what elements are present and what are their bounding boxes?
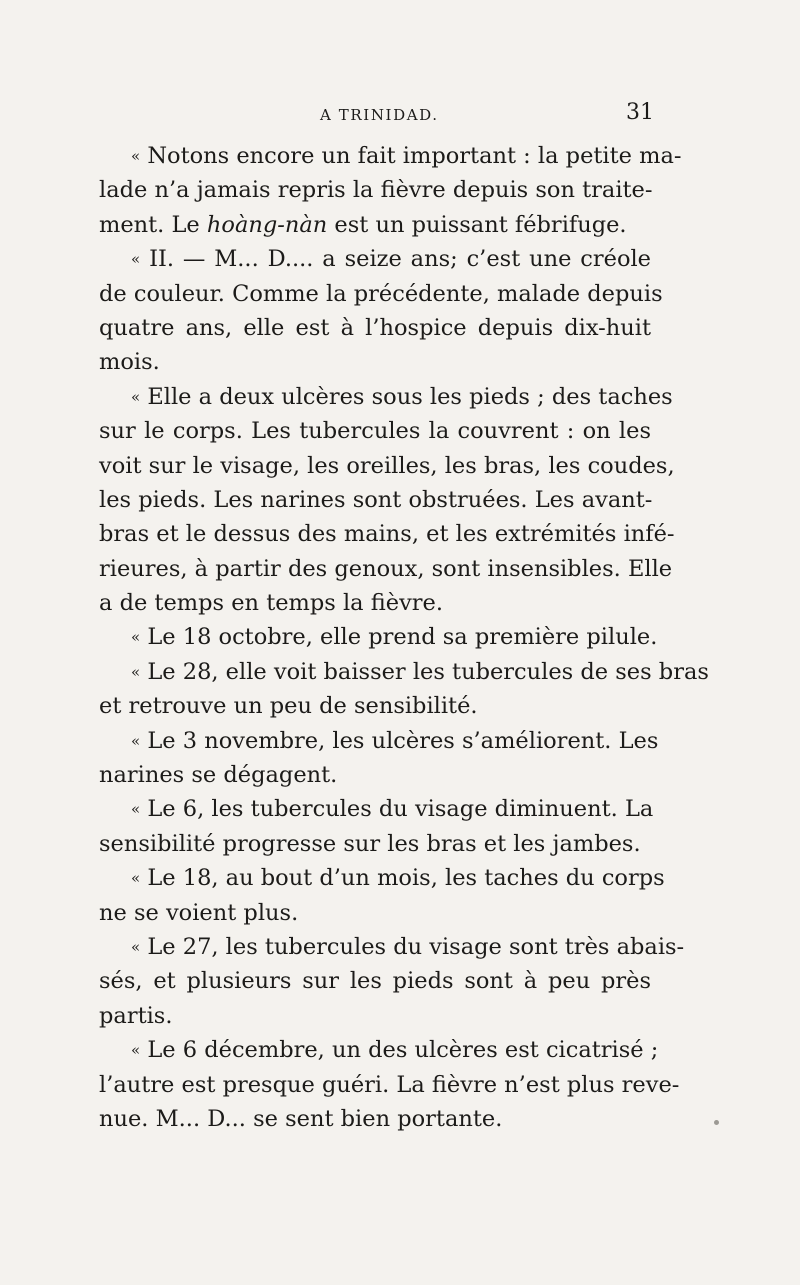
text-line [99, 242, 651, 276]
text-line [99, 380, 673, 414]
line-text: quatre ans, elle est à l’hospice depuis dix-huit [99, 314, 651, 341]
opening-quote: « [131, 147, 141, 165]
line-text: est un puissant fébrifuge. [327, 211, 627, 238]
running-title: A TRINIDAD. [320, 106, 439, 124]
text-line [99, 792, 654, 826]
line-text: sensibilité progresse sur les bras et les jambes. [99, 830, 641, 857]
text-line [99, 827, 651, 861]
text-line [99, 655, 709, 689]
text-line [99, 964, 651, 998]
line-text: Le 3 novembre, les ulcères s’améliorent. Les [147, 727, 659, 754]
line-text: sur le corps. Les tubercules la couvrent : on les [99, 418, 651, 445]
line-text: Le 27, les tubercules du visage sont très abais- [147, 933, 685, 960]
text-line [99, 999, 651, 1033]
opening-quote: « [131, 628, 141, 647]
text-line [99, 311, 651, 345]
line-text: II. — M... D.... a seize ans; c’est une créole [149, 246, 651, 273]
line-text: sés, et plusieurs sur les pieds sont à peu près [99, 968, 651, 995]
page-header [0, 100, 800, 130]
text-line [99, 208, 651, 242]
text-line [99, 483, 651, 517]
line-text: Notons encore un fait important : la petite ma- [147, 143, 682, 169]
text-line [99, 689, 651, 723]
italic-term: hoàng-nàn [206, 211, 328, 238]
page-number: 31 [626, 100, 654, 125]
line-text: nue. M... D... se sent bien portante. [99, 1105, 503, 1132]
line-text: voit sur le visage, les oreilles, les bras, les coudes, [99, 452, 675, 479]
opening-quote: « [131, 937, 141, 956]
line-text: Le 6 décembre, un des ulcères est cicatrisé ; [147, 1037, 659, 1064]
text-line [99, 277, 663, 311]
opening-quote: « [131, 387, 141, 406]
line-text: mois. [99, 349, 160, 376]
line-text: narines se dégagent. [99, 762, 338, 789]
text-line [99, 1068, 680, 1102]
text-line [99, 552, 673, 586]
opening-quote: « [131, 800, 141, 819]
line-text: Le 18, au bout d’un mois, les taches du corps [147, 865, 665, 892]
line-text: Le 18 octobre, elle prend sa première pilule. [147, 624, 658, 651]
text-line [99, 930, 685, 964]
text-line [99, 345, 651, 379]
text-line [99, 758, 651, 792]
paper-speck [714, 1120, 719, 1125]
opening-quote: « [131, 1041, 141, 1060]
text-line [99, 139, 682, 173]
text-line [99, 173, 651, 207]
text-line [99, 620, 658, 654]
text-line [99, 1033, 659, 1067]
opening-quote: « [131, 731, 141, 750]
text-line [99, 724, 659, 758]
line-text: Elle a deux ulcères sous les pieds ; des taches [147, 383, 673, 410]
line-text: bras et le dessus des mains, et les extrémités infé- [99, 521, 675, 548]
opening-quote: « [131, 250, 141, 269]
text-line [99, 586, 651, 620]
text-line [99, 896, 651, 930]
line-text: Le 28, elle voit baisser les tubercules de ses bras [147, 658, 709, 685]
text-line [99, 1102, 651, 1136]
line-text: rieures, à partir des genoux, sont insensibles. Elle [99, 555, 673, 582]
opening-quote: « [131, 869, 141, 888]
line-text: ne se voient plus. [99, 899, 299, 926]
body-text [99, 139, 709, 1136]
text-line [99, 449, 675, 483]
text-line [99, 414, 651, 448]
line-text: partis. [99, 1002, 173, 1029]
line-text: lade n’a jamais repris la fièvre depuis son traite- [99, 177, 653, 204]
line-text: de couleur. Comme la précédente, malade depuis [99, 280, 663, 307]
line-text: et retrouve un peu de sensibilité. [99, 693, 478, 720]
opening-quote: « [131, 662, 141, 681]
line-text: l’autre est presque guéri. La fièvre n’est plus reve- [99, 1071, 680, 1098]
text-line [99, 517, 675, 551]
line-text-before: ment. Le [99, 211, 207, 238]
text-line [99, 861, 665, 895]
line-text: Le 6, les tubercules du visage diminuent. La [147, 796, 654, 823]
line-text: a de temps en temps la fièvre. [99, 590, 444, 617]
line-text: les pieds. Les narines sont obstruées. Les avant- [99, 486, 653, 513]
